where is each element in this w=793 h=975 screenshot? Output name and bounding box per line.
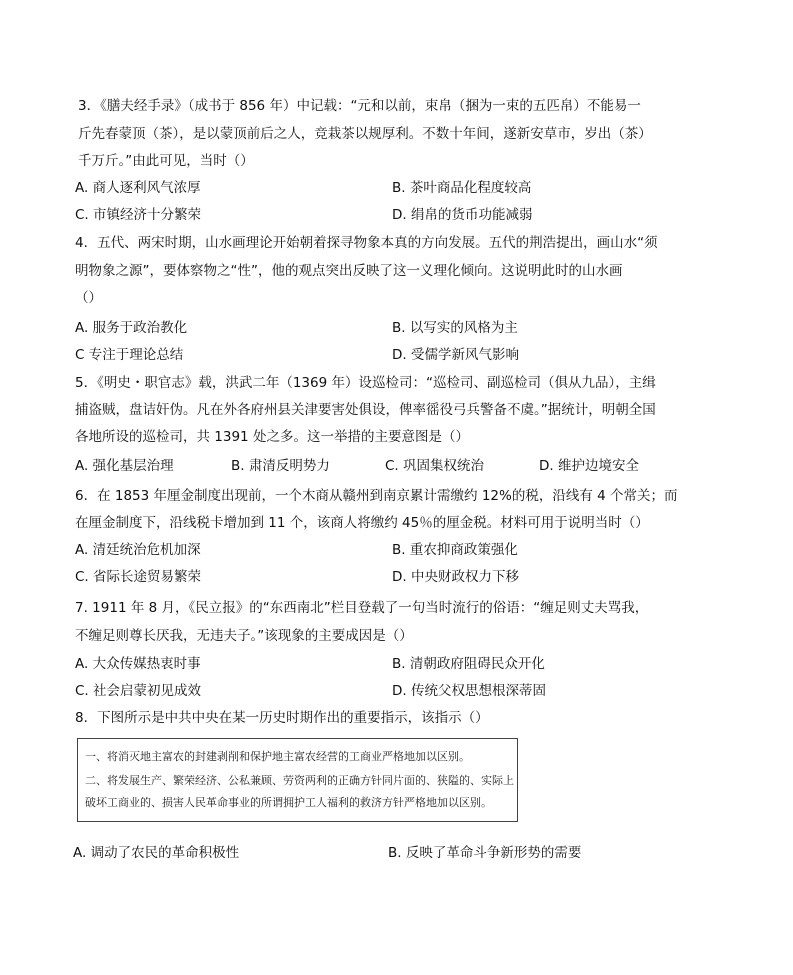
question-5-option-a[interactable]: A. 强化基层治理	[75, 458, 174, 474]
question-6-option-a[interactable]: A. 清廷统治危机加深	[75, 542, 201, 558]
question-3-option-a[interactable]: A. 商人逐利风气浓厚	[75, 180, 201, 196]
question-4-line-3: （）	[75, 290, 102, 306]
directive-figure-box	[77, 738, 518, 822]
question-6-line-2: 在厘金制度下，沿线税卡增加到 11 个，该商人将缴约 45％的厘金税。材料可用于说明当时（）	[75, 515, 649, 531]
question-7-option-c[interactable]: C. 社会启蒙初见成效	[75, 683, 202, 699]
question-4-line-2: 明物象之源”，要体察物之“性”，他的观点突出反映了这一义理化倾向。这说明此时的山水画	[75, 263, 623, 279]
question-5-line-3: 各地所设的巡检司，共 1391 处之多。这一举措的主要意图是（）	[75, 429, 469, 445]
question-3-option-d[interactable]: D. 绢帛的货币功能减弱	[392, 207, 533, 223]
question-7-option-a[interactable]: A. 大众传媒热衷时事	[75, 656, 201, 672]
directive-line-3: 破坏工商业的、损害人民革命事业的所谓拥护工人福利的救济方针严格地加以区别。	[85, 796, 492, 809]
question-8-option-a[interactable]: A. 调动了农民的革命积极性	[73, 845, 240, 861]
question-6-option-b[interactable]: B. 重农抑商政策强化	[392, 542, 518, 558]
question-5-option-b[interactable]: B. 肃清反明势力	[231, 458, 330, 474]
question-8-option-b[interactable]: B. 反映了革命斗争新形势的需要	[388, 845, 582, 861]
question-3-line-3: 千万斤。”由此可见，当时（）	[78, 153, 254, 169]
directive-line-2: 二、将发展生产、繁荣经济、公私兼顾、劳资两利的正确方针同片面的、狭隘的、实际上	[85, 774, 514, 787]
question-4-option-c[interactable]: C 专注于理论总结	[75, 347, 184, 363]
question-5-option-d[interactable]: D. 维护边境安全	[539, 458, 639, 474]
question-3-line-1: 3．《膳夫经手录》（成书于 856 年）中记载：“元和以前，束帛（捆为一束的五匹帛）不能易一	[78, 98, 641, 114]
question-3-option-b[interactable]: B. 茶叶商品化程度较高	[392, 180, 532, 196]
question-5-line-2: 捕盗贼，盘诘奸伪。凡在外各府州县关津要害处俱设，俾率徭役弓兵警备不虞。”据统计，明朝全国	[75, 402, 656, 418]
question-7-line-1: 7. 1911 年 8 月，《民立报》的“东西南北”栏目登载了一句当时流行的俗语：“缠足则丈夫骂我，	[75, 600, 649, 616]
question-4-option-d[interactable]: D. 受儒学新风气影响	[392, 347, 519, 363]
question-3-line-2: 斤先春蒙顶（茶），是以蒙顶前后之人，竞栽茶以规厚利。不数十年间，遂新安草市，岁出（茶）	[78, 126, 652, 142]
question-6-option-d[interactable]: D. 中央财政权力下移	[392, 569, 519, 585]
question-7-line-2: 不缠足则尊长厌我，无违夫子。”该现象的主要成因是（）	[75, 628, 413, 644]
question-8-line-1: 8．下图所示是中共中央在某一历史时期作出的重要指示，该指示（）	[75, 710, 489, 726]
question-5-line-1: 5．《明史・职官志》载，洪武二年（1369 年）设巡检司：“巡检司、副巡检司（俱从九品），主缉	[75, 375, 656, 391]
directive-line-1: 一、将消灭地主富农的封建剥削和保护地主富农经营的工商业严格地加以区别。	[85, 750, 470, 763]
question-4-option-a[interactable]: A. 服务于政治教化	[75, 320, 188, 336]
question-4-option-b[interactable]: B. 以写实的风格为主	[392, 320, 518, 336]
question-3-option-c[interactable]: C. 市镇经济十分繁荣	[75, 207, 202, 223]
question-7-option-b[interactable]: B. 清朝政府阻碍民众开化	[392, 656, 545, 672]
question-6-line-1: 6．在 1853 年厘金制度出现前，一个木商从赣州到南京累计需缴约 12%的税，沿线有 4 个常关；而	[75, 488, 678, 504]
question-7-option-d[interactable]: D. 传统父权思想根深蒂固	[392, 683, 546, 699]
question-4-line-1: 4．五代、两宋时期，山水画理论开始朝着探寻物象本真的方向发展。五代的荆浩提出，画山水“须	[75, 235, 658, 251]
question-5-option-c[interactable]: C. 巩固集权统治	[385, 458, 485, 474]
question-6-option-c[interactable]: C. 省际长途贸易繁荣	[75, 569, 202, 585]
